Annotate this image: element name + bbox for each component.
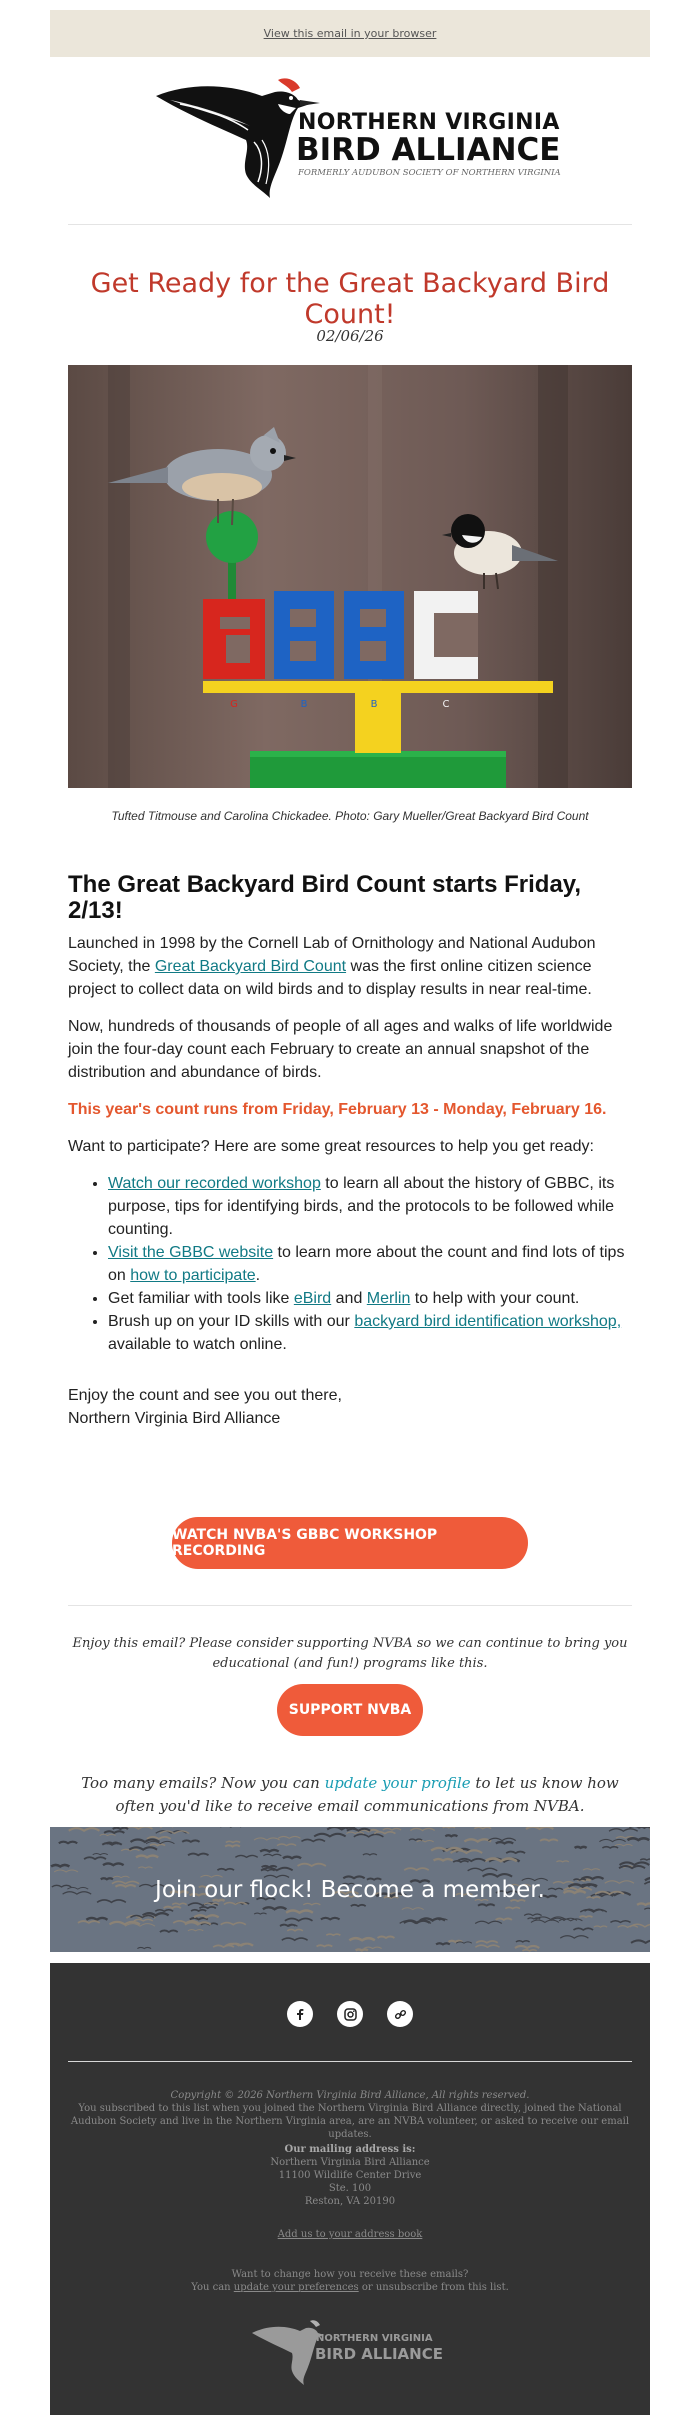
logo-line3: FORMERLY AUDUBON SOCIETY OF NORTHERN VIRGINIA [298,168,561,178]
footer-logo-line2: BIRD ALLIANCE [315,2345,443,2363]
footer-logo-line1: NORTHERN VIRGINIA [316,2333,433,2344]
article-body [68,872,632,1430]
page-title: Get Ready for the Great Backyard Bird Count! [90,268,610,330]
resource-list [68,1172,632,1356]
membership-banner[interactable] [50,1827,650,1952]
support-nvba-button[interactable]: SUPPORT NVBA [277,1684,423,1736]
watch-workshop-button[interactable]: WATCH NVBA'S GBBC WORKSHOP RECORDING [172,1517,528,1569]
article-paragraph-2: Now, hundreds of thousands of people of all ages and walks of life worldwide join the four-day count each February to create an annual snapshot of the distribution and abundance of birds. [68,1018,613,1081]
list-item: • Watch our recorded workshop to learn all about the history of GBBC, its purpose, tips for identifying birds, and the protocols to be followed while counting. [108,1172,632,1241]
how-to-participate-link[interactable]: how to participate [130,1267,256,1284]
change-delivery-question: Want to change how you receive these emails? [231,2269,469,2280]
photo-caption: Tufted Titmouse and Carolina Chickadee. Photo: Gary Mueller/Great Backyard Bird Count [111,809,589,823]
workshop-link[interactable]: Watch our recorded workshop [108,1175,321,1192]
ebird-link[interactable]: eBird [293,1290,332,1307]
divider [68,224,632,225]
nvba-logo[interactable] [150,70,561,198]
svg-text:B: B [370,699,378,710]
id-workshop-link[interactable]: backyard bird identification workshop, [354,1313,622,1330]
footer-logo [250,2315,450,2385]
instagram-icon[interactable] [337,2001,363,2027]
divider [68,1605,632,1606]
merlin-link[interactable]: Merlin [366,1290,411,1307]
issue-date: 02/06/26 [316,327,384,345]
footer-divider [68,2061,632,2062]
svg-text:C: C [442,699,450,710]
update-preferences-link[interactable]: update your preferences [233,2282,359,2293]
article-paragraph-1: Launched in 1998 by the Cornell Lab of Ornithology and National Audubon Society, the Great Backyard Bird Count was the first online citizen science project to collect data on wild birds and to display results in near real-time. [68,935,596,998]
list-item: • Get familiar with tools like eBird and Merlin to help with your count. [108,1287,632,1310]
mailing-label: Our mailing address is: [284,2144,416,2155]
membership-banner-text: Join our flock! Become a member. [155,1876,545,1903]
copyright: Copyright © 2026 Northern Virginia Bird Alliance, All rights reserved. [170,2090,530,2101]
support-message: Enjoy this email? Please consider supporting NVBA so we can continue to bring you educational (and fun!) programs like this. [72,1636,628,1671]
update-profile-link[interactable]: update your profile [324,1774,471,1792]
subscription-reason: You subscribed to this list when you joined the Northern Virginia Bird Alliance directly, joined the National Audubon Society and live in the Northern Virginia area, are an NVBA volunteer, or asked to receive our email updates. [70,2103,630,2140]
signoff-line-1: Enjoy the count and see you out there, [68,1387,342,1404]
footer [50,1963,650,2415]
count-dates-highlight: This year's count runs from Friday, February 13 - Monday, February 16. [68,1101,607,1118]
signoff-line-2: Northern Virginia Bird Alliance [68,1410,281,1427]
list-item: • Visit the GBBC website to learn more about the count and find lots of tips on how to participate. [108,1241,632,1287]
gbbc-website-link[interactable]: Visit the GBBC website [108,1244,274,1261]
logo-line2: BIRD ALLIANCE [296,132,561,168]
view-in-browser-link[interactable]: View this email in your browser [263,27,437,40]
svg-text:B: B [300,699,308,710]
link-icon[interactable] [387,2001,413,2027]
facebook-icon[interactable] [287,2001,313,2027]
svg-text:G: G [230,699,238,710]
hero-photo [68,365,632,788]
article-heading: The Great Backyard Bird Count starts Friday, 2/13! [68,871,582,924]
gbbc-link[interactable]: Great Backyard Bird Count [154,958,347,975]
view-in-browser-bar [50,10,650,57]
preferences-line: You can update your preferences or unsubscribe from this list. [191,2282,509,2293]
article-paragraph-3: Want to participate? Here are some great resources to help you get ready: [68,1138,594,1155]
email-frequency-note: Too many emails? Now you can update your profile to let us know how often you'd like to receive email communications from NVBA. [81,1774,619,1815]
add-to-address-book-link[interactable]: Add us to your address book [277,2229,423,2240]
list-item: • Brush up on your ID skills with our backyard bird identification workshop, available to watch online. [108,1310,632,1356]
mailing-address: Our mailing address is: Northern Virginia Bird Alliance 11100 Wildlife Center Drive Ste. 100 Reston, VA 20190 [270,2144,430,2207]
logo-line1: NORTHERN VIRGINIA [298,110,560,135]
